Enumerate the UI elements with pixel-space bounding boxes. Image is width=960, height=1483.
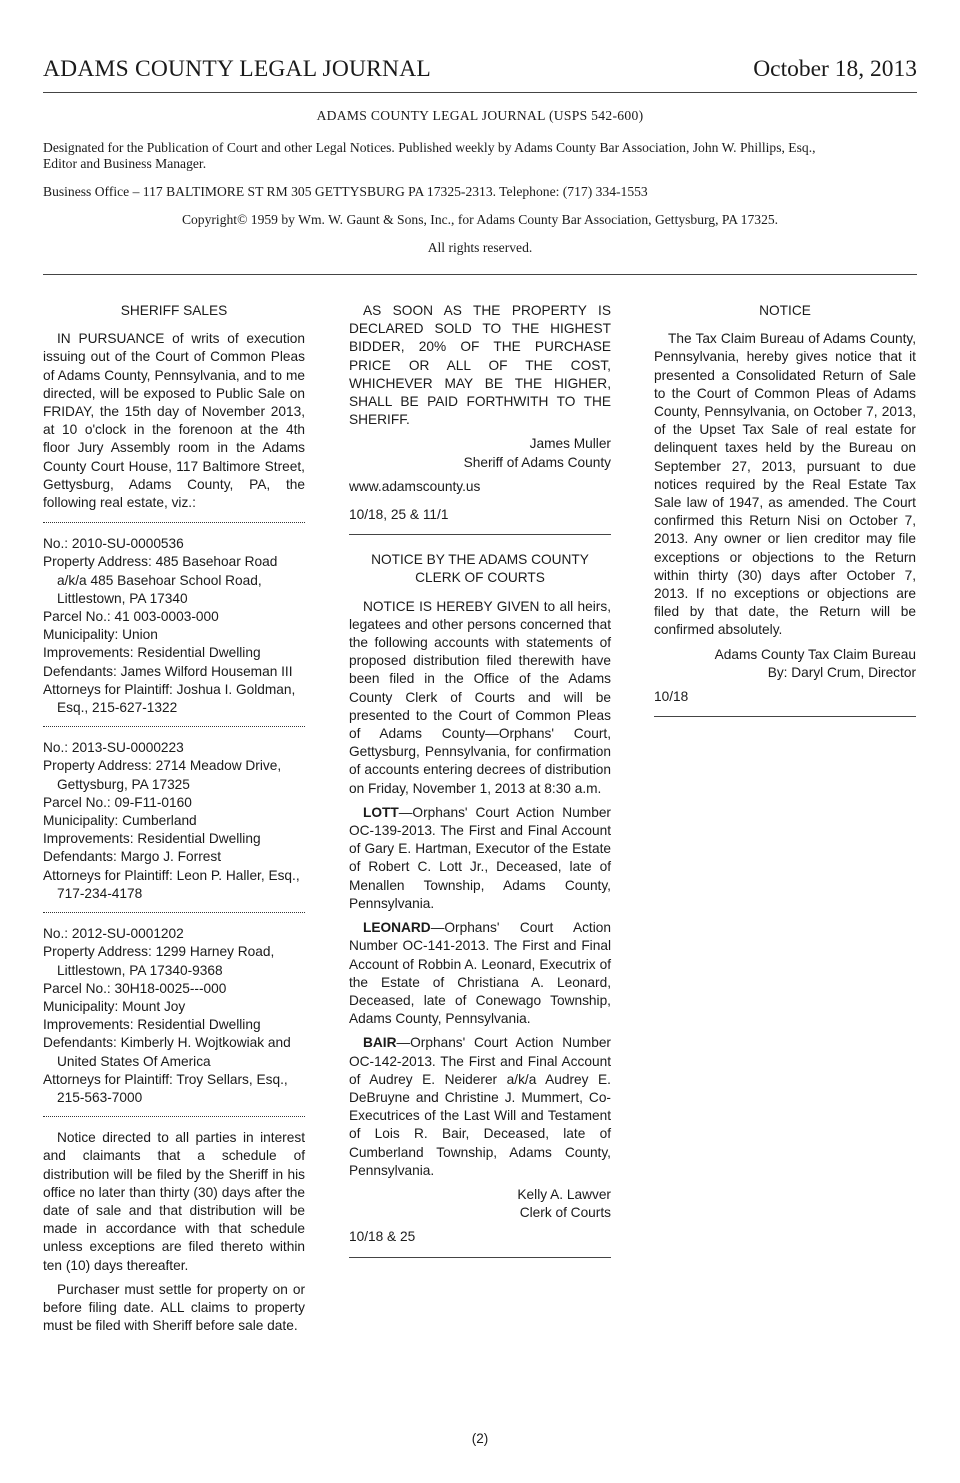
masthead-business-office: Business Office – 117 BALTIMORE ST RM 305 GETTYSBURG PA 17325-2313. Telephone: (717) 334-1553	[43, 184, 648, 199]
listing-defendants: Defendants: James Wilford Houseman III	[43, 663, 293, 679]
divider	[654, 716, 916, 717]
sheriff-listing	[43, 925, 305, 1107]
masthead-designation: Designated for the Publication of Court and other Legal Notices. Published weekly by Adams County Bar Association, John W. Phillips, Esq., Editor and Business Manager.	[43, 140, 816, 171]
sheriff-name: James Muller	[529, 436, 611, 452]
column-clerk-notice	[349, 302, 611, 1258]
clerk-notice-heading	[349, 551, 611, 587]
listing-improvements: Improvements: Residential Dwelling	[43, 645, 261, 661]
masthead-title: ADAMS COUNTY LEGAL JOURNAL (USPS 542-600)	[316, 108, 644, 123]
clerk-dates: 10/18 & 25	[349, 1229, 416, 1245]
listing-defendants: Defendants: Margo J. Forrest	[43, 849, 222, 865]
listing-municipality: Municipality: Mount Joy	[43, 998, 186, 1014]
listing-defendants: Defendants: Kimberly H. Wojtkowiak and United States Of America	[43, 1035, 291, 1069]
sheriff-sales-intro: IN PURSUANCE of writs of execution issuing out of the Court of Common Pleas of Adams County, Pennsylvania, and to me directed, will be exposed to Public Sale on FRIDAY, the 15th day of November 2013, at 10 o'clock in the forenoon at the 4th floor Jury Assembly room in the Adams County Court House, 117 Baltimore Street, Gettysburg, Adams County, PA, the following real estate, viz.:	[43, 331, 305, 511]
listing-improvements: Improvements: Residential Dwelling	[43, 1017, 261, 1033]
sheriff-listing	[43, 535, 305, 717]
estate-account	[349, 804, 611, 913]
masthead-rights: All rights reserved.	[427, 240, 533, 255]
county-website: www.adamscounty.us	[349, 478, 481, 494]
divider	[43, 522, 305, 523]
estate-name: LOTT	[363, 804, 399, 820]
publication-name: ADAMS COUNTY LEGAL JOURNAL	[43, 56, 431, 82]
listing-attorneys: Attorneys for Plaintiff: Leon P. Haller, Esq., 717-234-4178	[43, 867, 300, 901]
clerk-heading-line1: NOTICE BY THE ADAMS COUNTY	[371, 552, 589, 568]
tax-signer-org: Adams County Tax Claim Bureau	[714, 646, 916, 662]
listing-address: Property Address: 2714 Meadow Drive, Gettysburg, PA 17325	[43, 758, 282, 792]
divider	[43, 912, 305, 913]
sheriff-listing	[43, 739, 305, 903]
divider	[43, 726, 305, 727]
clerk-heading-line2: CLERK OF COURTS	[415, 570, 545, 586]
listing-parcel: Parcel No.: 09-F11-0160	[43, 794, 192, 810]
masthead-copyright: Copyright© 1959 by Wm. W. Gaunt & Sons, Inc., for Adams County Bar Association, Gettysburg, PA 17325.	[181, 212, 779, 227]
masthead	[43, 108, 917, 275]
clerk-signer-name: Kelly A. Lawver	[517, 1186, 611, 1202]
divider	[43, 1116, 305, 1117]
estate-name: LEONARD	[363, 920, 431, 936]
sheriff-sales-heading: SHERIFF SALES	[120, 303, 228, 318]
listing-improvements: Improvements: Residential Dwelling	[43, 831, 261, 847]
estate-details: —Orphans' Court Action Number OC-141-2013. The First and Final Account of Robbin A. Leonard, Executrix of the Estate of Christiana A. Leonard, Deceased, late of Conewago Township, Adams County, Pennsylvania.	[349, 920, 611, 1027]
sold-notice: AS SOON AS THE PROPERTY IS DECLARED SOLD TO THE HIGHEST BIDDER, 20% OF THE PURCHASE PRICE OR ALL OF THE COST, WHICHEVER MAY BE THE HIGHER, SHALL BE PAID FORTHWITH TO THE SHERIFF.	[349, 303, 611, 428]
column-tax-notice	[654, 302, 916, 717]
listing-parcel: Parcel No.: 30H18-0025---000	[43, 980, 227, 996]
tax-notice-dates: 10/18	[654, 689, 689, 705]
estate-name: BAIR	[363, 1035, 397, 1051]
tax-notice-body: The Tax Claim Bureau of Adams County, Pennsylvania, hereby gives notice that it presented a Consolidated Return of Sale to the Court of Common Pleas of Adams County, Pennsylvania, on October 7, 2013, of the Upset Tax Sale of real estate for delinquent taxes held by the Bureau on September 27, 2013, pursuant to due notices required by the Real Estate Tax Sale law of 1947, as amended. The Court confirmed this Return Nisi on October 7, 2013. Any owner or lien creditor may file exceptions or objections to the Return within thirty (30) days after October 7, 2013. If no exceptions or objections are filed by that date, the Return will be confirmed absolutely.	[654, 331, 916, 638]
tax-notice-heading: NOTICE	[759, 303, 811, 318]
running-header	[43, 54, 917, 93]
tax-signer-by: By: Daryl Crum, Director	[767, 664, 916, 680]
listing-number: No.: 2013-SU-0000223	[43, 740, 184, 756]
listing-number: No.: 2010-SU-0000536	[43, 536, 184, 552]
sheriff-title: Sheriff of Adams County	[463, 454, 611, 470]
distribution-notice: Notice directed to all parties in interest and claimants that a schedule of distribution will be filed by the Sheriff in his office no later than thirty (30) days after the date of sale and that distribution will be made in accordance with that schedule unless exceptions are filed thereto within ten (10) days thereafter.	[43, 1130, 305, 1273]
clerk-notice-intro: NOTICE IS HEREBY GIVEN to all heirs, legatees and other persons concerned that the following accounts with statements of proposed distribution filed therewith have been filed in the Office of the Adams County Clerk of Courts and will be presented to the Court of Common Pleas of Adams County—Orphans' Court, Gettysburg, Pennsylvania, for confirmation of accounts entering decrees of distribution on Friday, November 1, 2013 at 8:30 a.m.	[349, 598, 611, 796]
listing-attorneys: Attorneys for Plaintiff: Troy Sellars, Esq., 215-563-7000	[43, 1071, 288, 1105]
clerk-signer-title: Clerk of Courts	[519, 1205, 611, 1221]
estate-details: —Orphans' Court Action Number OC-142-2013. The First and Final Account of Audrey E. Neiderer a/k/a Audrey E. DeBruyne and Christine J. Mummert, Co-Executrices of the Last Will and Testament of Lois R. Bair, Deceased, late of Cumberland Township, Adams County, Pennsylvania.	[349, 1035, 611, 1178]
column-sheriff-sales	[43, 302, 305, 1335]
listing-number: No.: 2012-SU-0001202	[43, 926, 184, 942]
listing-municipality: Municipality: Cumberland	[43, 813, 197, 829]
listing-municipality: Municipality: Union	[43, 627, 158, 643]
estate-details: —Orphans' Court Action Number OC-139-2013. The First and Final Account of Gary E. Hartman, Executor of the Estate of Robert C. Lott Jr., Deceased, late of Menallen Township, Adams County, Pennsylvania.	[349, 804, 611, 911]
page-number: (2)	[471, 1431, 489, 1446]
listing-attorneys: Attorneys for Plaintiff: Joshua I. Goldman, Esq., 215-627-1322	[43, 681, 296, 716]
estate-account	[349, 1034, 611, 1180]
listing-address: Property Address: 1299 Harney Road, Littlestown, PA 17340-9368	[43, 944, 275, 978]
sheriff-dates: 10/18, 25 & 11/1	[349, 507, 449, 523]
listing-address: Property Address: 485 Basehoar Road a/k/a 485 Basehoar School Road, Littlestown, PA 17340	[43, 554, 278, 606]
issue-date: October 18, 2013	[753, 56, 917, 82]
listing-parcel: Parcel No.: 41 003-0003-000	[43, 609, 219, 625]
purchaser-notice: Purchaser must settle for property on or before filing date. ALL claims to property must be filed with Sheriff before sale date.	[43, 1281, 305, 1334]
divider	[349, 1257, 611, 1258]
estate-account	[349, 919, 611, 1028]
